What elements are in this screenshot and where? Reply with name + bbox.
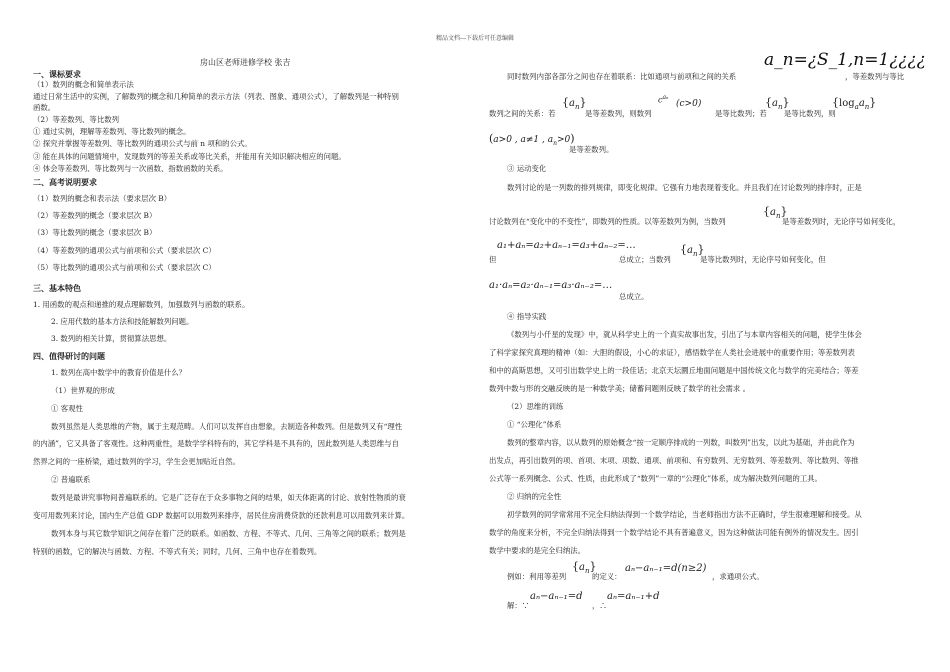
- formula-an: $\{a_n\}$: [680, 243, 705, 258]
- text-line: 是等比数列；若: [715, 109, 767, 118]
- text-line: 是等差数列。: [569, 145, 614, 154]
- text-line: （2）思维的训练: [507, 402, 564, 411]
- text-line: ，等差数列与等比: [845, 72, 905, 81]
- text-line: 总成立。: [619, 292, 649, 301]
- text-line: 数列讨论的是一列数的排列规律，即变化规律。它强有力地表现着变化。并且我们在讨论数列的排序时，正是: [507, 183, 862, 192]
- text-line: 和中的高斯思想，又可引出数学史上的一段佳话；北京天坛圜丘地面问题是中国传统文化与数学的完美结合；等差: [489, 366, 859, 375]
- text-line: 解：∵: [507, 601, 530, 610]
- text-line: 了科学家探究真理的精神（如：大胆的假设，小心的求证），感悟数学在人类社会进展中的重要作用；等差数列表: [489, 348, 855, 357]
- text-line: 函数。: [33, 103, 56, 112]
- formula-an-sn: a_n=¿S_1,n=1¿¿¿¿: [764, 50, 926, 70]
- text-line: 然界之间的一座桥梁，通过数列的学习，学生会更加贴近自然。: [33, 457, 240, 466]
- text-line: 数学中要求的是完全归纳法。: [489, 546, 586, 555]
- text-line: 出发点，再引出数列的项、首项、末项、项数、通项、前项和、有穷数列、无穷数列、等差数列、等比数列、等推: [489, 456, 859, 465]
- formula-condition: (a>0 , a≠1 , $a_n>0$): [489, 132, 575, 147]
- text-line: ④ 体会等差数列、等比数列与一次函数、指数函数的关系。: [33, 164, 228, 173]
- text-line: 同时数列内部各部分之间也存在着联系：比如通项与前项和之间的关系: [507, 72, 737, 81]
- formula-solution-1: aₙ−aₙ₋₁=d: [530, 591, 583, 602]
- text-line: 是等比数列时，无论序号如何变化，但: [700, 255, 826, 264]
- text-line: ④ 指导实践: [507, 312, 547, 321]
- text-line: ① 通过实例，理解等差数列、等比数列的概念。: [33, 127, 191, 136]
- list-item: （4）等差数列的通项公式与前项和公式（要求层次 C）: [33, 246, 216, 255]
- text-line: 数列之间的关系：若: [489, 109, 556, 118]
- formula-product-equality: a₁·aₙ=a₂·aₙ₋₁=a₃·aₙ₋₂=…: [489, 280, 613, 291]
- formula-sum-equality: a₁+aₙ=a₂+aₙ₋₁=a₃+aₙ₋₂=…: [497, 240, 636, 251]
- text-line: 的内涵”，它又具备了客观性。这种两重性，是数学学科特有的，其它学科是不具有的，因此数列是人类思维与自: [33, 439, 399, 448]
- text-line: （2）等差数列、等比数列: [33, 115, 120, 124]
- text-line: 《数列与小仟星的发现》中，就从科学史上的一个真实故事出发，引出了与本章内容相关的问题，使学生体会: [507, 330, 862, 339]
- text-line: 但: [489, 255, 497, 264]
- text-line: 讨论数列在“变化中的不变性”，即数列的性质。以等差数列为例，当数列: [489, 217, 726, 226]
- list-item: 2. 应用代数的基本方法和技能解数列问题。: [51, 317, 194, 326]
- text-line: ② 普遍联系: [51, 475, 91, 484]
- text-line: 的定义：: [592, 572, 622, 581]
- text-line: 变可用数列来讨论，国内生产总值 GDP 数据可以用数列来排序，居民住房消费贷款的还款利息可以用数列来计算。: [33, 511, 410, 520]
- text-line: 是等比数列，则: [784, 109, 836, 118]
- text-line: 数学的角度来分析，不完全归纳法得到一个数学结论不具有普遍意义，因为这种做法可能有例外的情况发生。因引: [489, 528, 859, 537]
- text-line: ③ 运动变化: [507, 164, 547, 173]
- text-line: 1. 数列在高中数学中的教育价值是什么？: [51, 368, 187, 377]
- formula-solution-2: aₙ=aₙ₋₁+d: [607, 591, 660, 602]
- section-2-heading: 二、高考说明要求: [33, 178, 97, 187]
- text-line: 是等差数列，则数列: [585, 109, 652, 118]
- formula-an: $\{a_n\}$: [562, 96, 587, 111]
- text-line: ① “公理化”体系: [507, 420, 562, 429]
- section-4-heading: 四、值得研讨的问题: [33, 352, 105, 361]
- page-header: 精品文档---下载后可任意编辑: [435, 35, 515, 42]
- formula-c-positive: (c>0): [676, 99, 702, 109]
- text-line: 是等差数列时，无论序号如何变化，: [782, 217, 901, 226]
- text-line: 通过日常生活中的实例，了解数列的概念和几种简单的表示方法（列表、图象、通项公式），了解数列是一种特别: [33, 92, 399, 101]
- text-line: 数列虽然是人类思维的产物，属于主观范畴。人们可以发挥自由想象，去制造各种数列。但是数列又有“理性: [51, 422, 403, 431]
- section-3-heading: 三、基本特色: [33, 284, 81, 293]
- list-item: （1）数列的概念和表示法（要求层次 B）: [33, 194, 172, 203]
- text-line: 总成立；当数列: [619, 255, 671, 264]
- formula-c-an: $c^{a_n}$: [658, 94, 669, 105]
- formula-an: $\{a_n\}$: [572, 560, 597, 575]
- list-item: 1. 用函数的观点和递推的观点理解数列，加强数列与函数的联系。: [33, 300, 250, 309]
- list-item: （5）等比数列的通项公式与前项和公式（要求层次 C）: [33, 263, 216, 272]
- text-line: ② 探究并掌握等差数列、等比数列的通项公式与前 n 项和的公式。: [33, 139, 252, 148]
- text-line: （1）数列的概念和简单表示法: [33, 80, 134, 89]
- list-item: （2）等差数列的概念（要求层次 B）: [33, 211, 157, 220]
- text-line: （1）世界观的形成: [51, 386, 115, 395]
- text-line: 数列中数与形的交融反映的是一种数学美；储蓄问题则反映了数学的社会需求 。: [489, 384, 751, 393]
- text-line: 数列的整章内容，以从数列的原始概念“按一定顺序排成的一列数，叫数列”出发，以此为基础，并由此作为: [507, 438, 855, 447]
- formula-log: $\{\log_aa_n\}$: [832, 96, 877, 111]
- text-line: 初学数列的同学常常用不完全归纳法得到一个数学结论，当老师指出方法不正确时，学生很难理解和接受。从: [507, 510, 862, 519]
- list-item: （3）等比数列的概念（要求层次 B）: [33, 228, 157, 237]
- text-line: ，∴: [592, 601, 607, 610]
- text-line: 特别的函数，它的解决与函数、方程、不等式有关；同时，几何、三角中也存在着数列。: [33, 547, 322, 556]
- list-item: 3. 数列的相关计算，贯彻算法思想。: [51, 334, 172, 343]
- text-line: 数列是最讲究事物间普遍联系的。它是广泛存在于众多事物之间的结果，如天体距离的讨论、放射性物质的衰: [51, 493, 406, 502]
- text-line: 公式等一系列概念、公式、性质，由此形成了“数列”一章的“公理化”体系，成为解决数列问题的工具。: [489, 474, 822, 483]
- text-line: 数列本身与其它数学知识之间存在着广泛的联系。如函数、方程、不等式、几何、三角等之间的联系；数列是: [51, 529, 406, 538]
- formula-an: $\{a_n\}$: [763, 205, 788, 220]
- text-line: ① 客观性: [51, 404, 83, 413]
- formula-an: $\{a_n\}$: [765, 96, 790, 111]
- text-line: 例如：利用等差列: [507, 572, 567, 581]
- text-line: ② 归纳的完全性: [507, 492, 562, 501]
- formula-difference-definition: aₙ−aₙ₋₁=d(n≥2): [625, 563, 707, 574]
- text-line: ，求通项公式。: [712, 572, 764, 581]
- doc-title: 房山区老师进修学校 张吉: [200, 58, 291, 67]
- section-1-heading: 一、课标要求: [33, 70, 81, 79]
- text-line: ③ 能在具体的问题情境中，发现数列的等差关系或等比关系，并能用有关知识解决相应的问题。: [33, 152, 346, 161]
